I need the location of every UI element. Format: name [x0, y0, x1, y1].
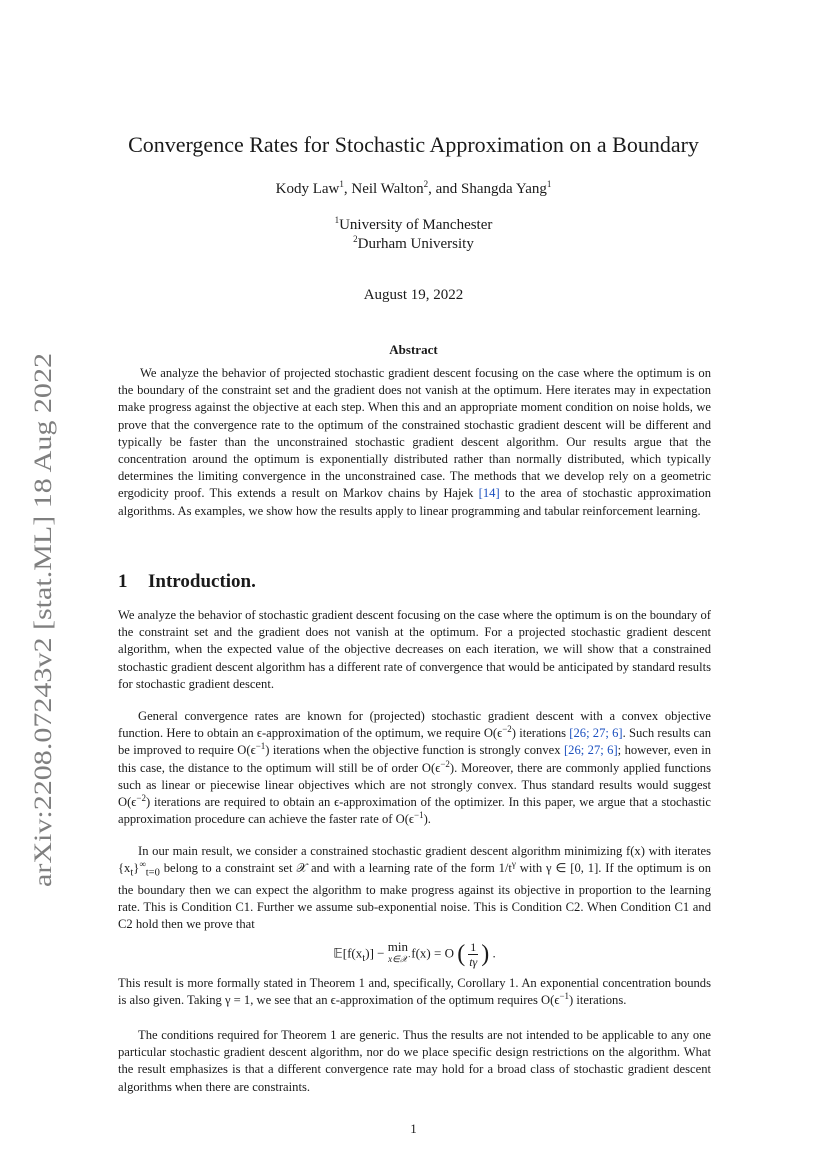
author-list: [80, 181, 747, 198]
body-paragraph: [118, 843, 711, 934]
affiliation-name: University of Manchester: [339, 217, 493, 233]
exponent: −1: [414, 810, 424, 821]
fraction-denominator: tγ: [469, 955, 478, 969]
text-run: General convergence rates are known for (projected) stochastic gradient descent with a convex objective function. Here to obtain an ϵ-approximation of the optimum, we require O(ϵ: [118, 709, 711, 741]
section-title: Introduction.: [148, 571, 256, 592]
text-run: ) iterations are required to obtain an ϵ-approximation of the optimizer. In this paper, we argue that a stochastic approximation procedure can achieve the faster rate of O(ϵ: [118, 795, 711, 827]
superscript: γ: [511, 859, 516, 870]
text-run: In our main result, we consider a constrained stochastic gradient descent algorithm minimizing f(x) with iterates {x: [118, 844, 711, 876]
text-run: belong to a constraint set 𝒳 and with a learning rate of the form 1/t: [159, 861, 512, 876]
equation-part: f(x) = O: [411, 945, 454, 961]
affiliation-name: Durham University: [357, 236, 474, 252]
equation-fraction: [468, 940, 478, 969]
body-paragraph: We analyze the behavior of stochastic gradient descent focusing on the case where the optimum is on the boundary of the constraint set and the gradient does not vanish at the optimum. For a projected stochastic gradient descent algorithm, when the expected value of the objective decreases on each iteration, we will show that a constrained stochastic gradient descent algorithm has a different rate of convergence that would be anticipated by standard results for stochastic gradient descent.: [118, 608, 711, 691]
paper-title: Convergence Rates for Stochastic Approximation on a Boundary: [128, 132, 699, 157]
author-name: Kody Law: [275, 181, 340, 197]
text-run: ).: [423, 812, 431, 827]
author-name: Neil Walton: [351, 181, 424, 197]
arxiv-identifier-stamp: [22, 350, 62, 890]
citation-link[interactable]: [26; 27; 6]: [569, 726, 623, 741]
exponent: −1: [559, 991, 570, 1002]
abstract-text: We analyze the behavior of projected stochastic gradient descent focusing on the case where the optimum is on the boundary of the constraint set and the gradient does not vanish at the optimum. Here iterates may in expectation make progress against the objective at each step. When this and an appropriate moment condition on noise holds, we prove that the convergence rate to the optimum of the constrained stochastic gradient descent will be different and typically be faster than the unconstrained stochastic gradient descent algorithm. Our results argue that the concentration around the optimum is exponentially distributed rather than normally distributed, which typically determines the limiting convergence in the unconstrained case. The methods that we develop rely on a geometric ergodicity proof. This extends a result on Markov chains by Hajek: [118, 366, 711, 501]
affiliation-mark: 2: [353, 234, 358, 244]
subscript: t=0: [145, 867, 160, 879]
equation-min-operator: [388, 940, 408, 966]
display-equation: [118, 940, 711, 969]
exponent: −1: [255, 741, 266, 752]
text-run: ; however, even in this case, the distance to the optimum will still be of order O(ϵ: [118, 743, 712, 775]
body-paragraph: [118, 708, 711, 828]
author-affil-mark: 2: [423, 179, 429, 189]
section-number: 1: [118, 571, 128, 592]
min-subscript: x∈𝒳: [388, 954, 408, 964]
author-name: Shangda Yang: [461, 181, 547, 197]
arxiv-id-text: arXiv:2208.07243v2 [stat.ML] 18 Aug 2022: [28, 433, 57, 887]
equation-subscript: t: [362, 952, 366, 965]
text-run: ) iterations: [511, 726, 570, 741]
paper-date: August 19, 2022: [363, 287, 464, 303]
text-run: with γ ∈ [0, 1]. If the optimum is on the boundary then we can expect the algorithm to make progress against its objective in proportion to the learning rate. This is Condition C1. Further we assume sub-exponential noise. This is Condition C2. When Condition C1 and C2 hold then we prove that: [118, 861, 711, 932]
arxiv-stamp-svg: [22, 350, 62, 890]
subscript: t: [130, 867, 134, 879]
exponent: −2: [136, 792, 146, 803]
section-heading: [118, 571, 718, 593]
right-paren: ): [481, 941, 490, 967]
equation-part: .: [492, 945, 496, 961]
affiliation-mark: 1: [334, 215, 340, 225]
author-separator: , and: [428, 181, 462, 197]
exponent: −2: [502, 724, 512, 735]
body-paragraph: The conditions required for Theorem 1 are generic. Thus the results are not intended to be applicable to any one particular stochastic gradient descent algorithm, nor do we place specific design restrictions on the algorithm. What the result emphasizes is that a different convergence rate may hold for a broad class of stochastic gradient descent algorithms when there are constraints.: [118, 1028, 711, 1094]
abstract-heading: Abstract: [389, 342, 438, 357]
affiliation: [80, 236, 747, 253]
superscript: ∞: [139, 859, 146, 870]
text-run: . Such results can be improved to require O(ϵ: [118, 726, 711, 758]
page-number: 1: [410, 1121, 417, 1136]
citation-link[interactable]: [26; 27; 6]: [563, 743, 618, 758]
text-run: ). Moreover, there are commonly applied functions such as linear or piecewise linear objectives which are not strongly convex. Thus standard results would suggest O(ϵ: [118, 760, 711, 810]
left-paren: (: [457, 941, 466, 967]
author-affil-mark: 1: [339, 179, 344, 189]
author-separator: ,: [343, 181, 352, 197]
body-paragraph: [118, 975, 711, 1009]
abstract-body: [118, 365, 711, 520]
abstract-text: to the area of stochastic approximation algorithms. As examples, we show how the results apply to linear programming and tabular reinforcement learning.: [118, 486, 711, 518]
equation-part: )] −: [365, 945, 385, 961]
author-affil-mark: 1: [546, 179, 552, 189]
text-run: ) iterations when the objective function is strongly convex: [265, 743, 564, 758]
affiliation: [80, 217, 747, 234]
text-run: }: [133, 861, 140, 876]
fraction-numerator: 1: [470, 940, 477, 954]
citation-link[interactable]: [14]: [478, 486, 500, 501]
text-run: ) iterations.: [569, 993, 627, 1008]
exponent: −2: [440, 758, 450, 769]
min-label: min: [387, 939, 408, 954]
text-run: This result is more formally stated in Theorem 1 and, specifically, Corollary 1. An exponential concentration bounds is also given. Taking γ = 1, we see that an ϵ-approximation of the optimum requires O(ϵ: [118, 976, 711, 1008]
equation-part: 𝔼[f(x: [333, 945, 363, 961]
